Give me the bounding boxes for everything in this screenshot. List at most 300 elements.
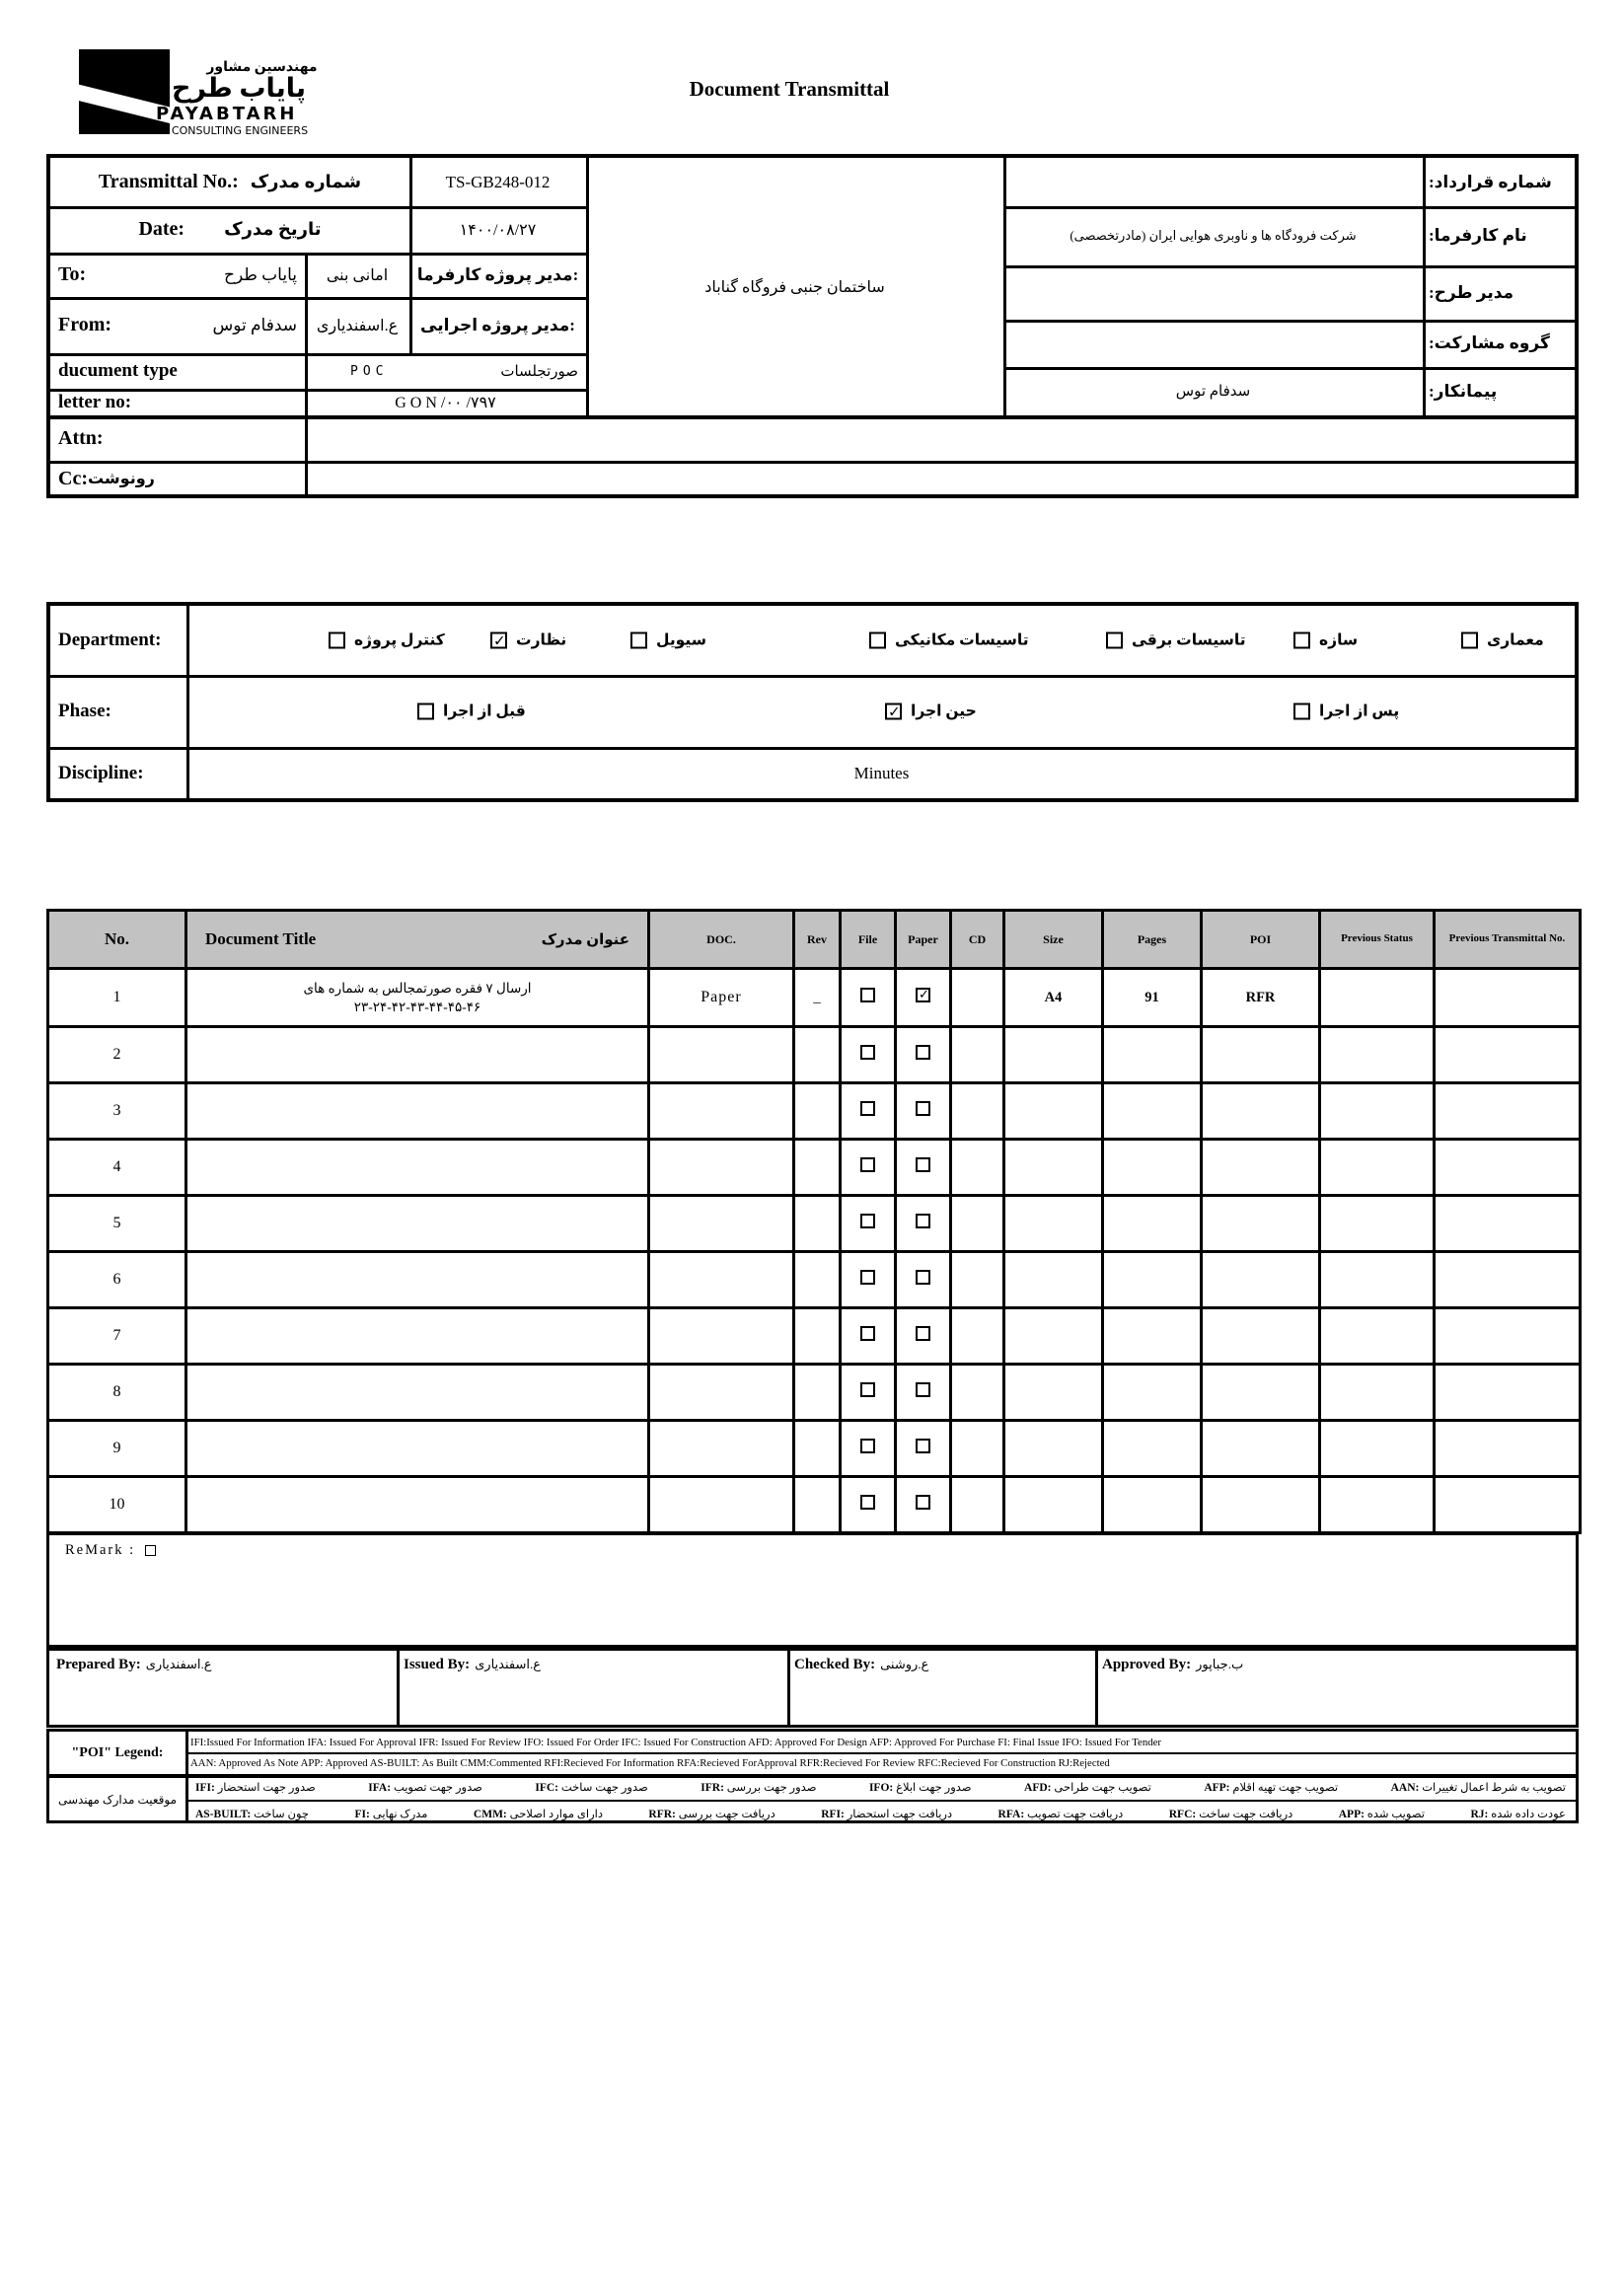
- cc-label: [50, 461, 346, 496]
- discipline-value: Minutes: [853, 764, 910, 782]
- legend-item: [474, 1807, 603, 1820]
- legend-abbr: IFO:: [868, 1782, 897, 1794]
- cell-prev-status: [1320, 1196, 1435, 1252]
- legend-item: [1024, 1780, 1151, 1794]
- department-option: [1106, 631, 1246, 650]
- doc-title-line2: ۲۳-۲۴-۴۲-۴۳-۴۴-۴۵-۴۶: [353, 999, 481, 1014]
- cell-prev-transmittal: [1435, 1477, 1581, 1533]
- cell-prev-status: [1320, 1083, 1435, 1140]
- divider-line: [1003, 265, 1577, 268]
- exec-pm-label: مدیر پروژه اجرایی:: [420, 315, 575, 334]
- from-label: From:: [58, 314, 112, 335]
- legend-item: [195, 1780, 316, 1794]
- doc-checkbox[interactable]: [916, 1101, 930, 1116]
- header-title: [186, 911, 649, 969]
- cell-title: [186, 1083, 649, 1140]
- cell-file: [841, 1140, 896, 1196]
- design-manager-label: مدیر طرح:: [1429, 282, 1514, 302]
- cell-pages: [1103, 1083, 1202, 1140]
- divider-line: [586, 158, 589, 415]
- doc-checkbox[interactable]: [916, 1439, 930, 1453]
- cell-paper: [896, 1140, 951, 1196]
- department-option: [1461, 631, 1544, 650]
- cell-paper: [896, 1308, 951, 1365]
- cell-prev-status: [1320, 1477, 1435, 1533]
- legend-item: [355, 1807, 428, 1820]
- divider-line: [1003, 158, 1006, 415]
- cell-paper: [896, 1196, 951, 1252]
- remark-box: [46, 1532, 1579, 1648]
- phase-checkbox-label: پس از اجرا: [1319, 703, 1400, 719]
- cell-cd: [951, 1421, 1004, 1477]
- issued-by-cell: [397, 1651, 787, 1678]
- to-label: To:: [58, 263, 87, 285]
- doc-table-row: [48, 1477, 1581, 1533]
- doc-table-row: [48, 1083, 1581, 1140]
- poi-legend-en-line1: IFI:Issued For Information IFA: Issued For Approval IFR: Issued For Review IFO: Issued For Order IFC: Issued For Construction AFD: Approved For Design AFP: Approved For Purchase FI: Final Issue IFO: Issued For Tender: [190, 1736, 1162, 1748]
- legend-item: [368, 1780, 482, 1794]
- cell-pages: [1103, 1477, 1202, 1533]
- phase-checkbox[interactable]: [1293, 703, 1310, 719]
- header-paper: Paper: [896, 911, 951, 969]
- from-row: [50, 297, 305, 353]
- legend-item: [869, 1780, 972, 1794]
- doc-table-row: [48, 1196, 1581, 1252]
- phase-option: [1293, 702, 1399, 720]
- legend-desc: صدور جهت ساخت: [560, 1782, 648, 1794]
- cell-paper: [896, 1421, 951, 1477]
- cell-poi: [1202, 1308, 1320, 1365]
- cell-rev: [794, 1140, 841, 1196]
- header-file: File: [841, 911, 896, 969]
- discipline-label: Discipline:: [58, 763, 144, 783]
- cell-prev-transmittal: [1435, 969, 1581, 1027]
- cell-paper: [896, 1252, 951, 1308]
- cell-doc: [649, 1140, 794, 1196]
- divider-line: [787, 1651, 790, 1725]
- cell-cd: [951, 1477, 1004, 1533]
- cell-file: [841, 1308, 896, 1365]
- legend-item: [1470, 1807, 1565, 1820]
- divider-line: [185, 1732, 188, 1820]
- legend-item: [195, 1807, 309, 1820]
- divider-line: [50, 353, 586, 356]
- cell-file: [841, 1477, 896, 1533]
- department-option: [630, 631, 706, 650]
- legend-abbr: IFI:: [195, 1782, 218, 1794]
- cell-prev-transmittal: [1435, 1421, 1581, 1477]
- cc-label-fa: رونوشت: [87, 471, 155, 487]
- legend-abbr: RFI:: [821, 1808, 848, 1820]
- doc-table-row: [48, 1308, 1581, 1365]
- legend-item: [1339, 1807, 1425, 1820]
- attn-value: [349, 415, 1577, 461]
- cell-title: [186, 1027, 649, 1083]
- cell-rev: _: [794, 969, 841, 1027]
- document-list-table: [46, 909, 1582, 1534]
- cell-title: [186, 969, 649, 1027]
- approved-by-label: Approved By:: [1102, 1657, 1192, 1672]
- department-option: [1293, 631, 1358, 650]
- doc-table-row: [48, 969, 1581, 1027]
- cell-poi: [1202, 1365, 1320, 1421]
- cell-size: [1004, 1083, 1103, 1140]
- cell-title: [186, 1196, 649, 1252]
- prepared-by-cell: [49, 1651, 397, 1678]
- legend-item: [1169, 1807, 1293, 1820]
- cell-paper: [896, 1477, 951, 1533]
- cell-rev: [794, 1196, 841, 1252]
- cell-title: [186, 1421, 649, 1477]
- cell-pages: [1103, 1252, 1202, 1308]
- cell-no: 5: [48, 1196, 186, 1252]
- cell-file: [841, 1083, 896, 1140]
- cell-size: [1004, 1365, 1103, 1421]
- issued-by-name: ع.اسفندیاری: [475, 1657, 541, 1671]
- issued-by-label: Issued By:: [404, 1657, 471, 1672]
- divider-line: [397, 1651, 400, 1725]
- cell-no: 8: [48, 1365, 186, 1421]
- cell-title: [186, 1308, 649, 1365]
- from-value: سدفام توس: [212, 315, 297, 334]
- cell-size: [1004, 1421, 1103, 1477]
- phase-checkbox[interactable]: [885, 703, 902, 719]
- cell-cd: [951, 969, 1004, 1027]
- legend-abbr: RFR:: [648, 1808, 679, 1820]
- cell-prev-transmittal: [1435, 1083, 1581, 1140]
- from-person: ع.اسفندیاری: [316, 317, 399, 334]
- department-checkbox-label: نظارت: [516, 631, 567, 649]
- department-checkbox[interactable]: [1106, 632, 1123, 649]
- cell-doc: [649, 1196, 794, 1252]
- department-checkbox[interactable]: [869, 632, 886, 649]
- department-checkbox-label: سیویل: [656, 631, 706, 649]
- header-rev: Rev: [794, 911, 841, 969]
- letter-no-label: letter no:: [58, 391, 132, 412]
- date-label-fa: تاریخ مدرک: [224, 219, 322, 239]
- divider-line: [1003, 320, 1577, 323]
- header-size: Size: [1004, 911, 1103, 969]
- doc-checkbox[interactable]: [860, 1382, 875, 1397]
- doc-checkbox[interactable]: [860, 1495, 875, 1510]
- legend-item: [821, 1807, 952, 1820]
- cell-no: 3: [48, 1083, 186, 1140]
- legend-abbr: IFA:: [368, 1782, 394, 1794]
- cell-rev: [794, 1083, 841, 1140]
- doc-table-row: [48, 1140, 1581, 1196]
- page-title: Document Transmittal: [689, 77, 890, 101]
- legend-abbr: AS-BUILT:: [195, 1808, 255, 1820]
- department-option: [490, 631, 566, 650]
- cell-prev-transmittal: [1435, 1365, 1581, 1421]
- to-row: [50, 253, 305, 297]
- legend-abbr: APP:: [1338, 1808, 1367, 1820]
- poi-legend-fa-label: موقعیت مدارک مهندسی: [57, 1793, 178, 1807]
- department-checkbox[interactable]: [1461, 632, 1478, 649]
- client-pm-label: مدیر پروژه کارفرما:: [416, 264, 579, 284]
- cell-prev-status: [1320, 1027, 1435, 1083]
- cell-paper: [896, 1365, 951, 1421]
- doc-checkbox[interactable]: [916, 1214, 930, 1228]
- cell-no: 9: [48, 1421, 186, 1477]
- cell-no: 10: [48, 1477, 186, 1533]
- cell-title: [186, 1252, 649, 1308]
- divider-line: [50, 747, 1577, 750]
- poi-legend-fa-line2: [185, 1800, 1576, 1826]
- legend-abbr: IFR:: [701, 1782, 727, 1794]
- department-checkbox[interactable]: [490, 632, 507, 649]
- legend-abbr: RJ:: [1470, 1808, 1492, 1820]
- cell-title: [186, 1477, 649, 1533]
- department-checkbox-label: تاسیسات برقی: [1132, 631, 1246, 649]
- doc-checkbox[interactable]: [916, 1382, 930, 1397]
- legend-desc: دریافت جهت ساخت: [1199, 1808, 1293, 1820]
- divider-line: [1003, 206, 1577, 209]
- remark-checkbox[interactable]: [145, 1545, 156, 1556]
- header-title-en: Document Title: [205, 929, 317, 948]
- letter-no-value: G O N /۰۰ /۷۹۷: [395, 394, 496, 411]
- cell-no: 7: [48, 1308, 186, 1365]
- to-value: پایاب طرح: [224, 264, 297, 284]
- department-label: Department:: [58, 630, 162, 650]
- legend-item: [701, 1780, 816, 1794]
- cell-title: [186, 1365, 649, 1421]
- cell-doc: [649, 1308, 794, 1365]
- doc-checkbox[interactable]: [916, 1326, 930, 1341]
- legend-abbr: AAN:: [1390, 1782, 1423, 1794]
- divider-line: [1423, 158, 1426, 415]
- cell-size: [1004, 1477, 1103, 1533]
- cell-poi: [1202, 1421, 1320, 1477]
- logo-fa-tagline: مهندسین مشاور: [206, 60, 318, 75]
- poi-legend-label: "POI" Legend:: [71, 1744, 164, 1760]
- cell-cd: [951, 1027, 1004, 1083]
- cell-prev-status: [1320, 1308, 1435, 1365]
- legend-item: [998, 1807, 1124, 1820]
- cell-file: [841, 1196, 896, 1252]
- cell-poi: [1202, 1477, 1320, 1533]
- cell-doc: [649, 1477, 794, 1533]
- contract-no-label: شماره قرارداد:: [1429, 172, 1552, 191]
- prepared-by-name: ع.اسفندیاری: [145, 1657, 212, 1671]
- divider-line: [50, 415, 1577, 419]
- department-checkbox-label: معماری: [1487, 631, 1544, 649]
- cell-pages: [1103, 1027, 1202, 1083]
- department-checkbox-label: تاسیسات مکانیکی: [895, 631, 1029, 649]
- checked-by-cell: [787, 1651, 1095, 1678]
- divider-line: [1095, 1651, 1098, 1725]
- transmittal-no-label: [50, 158, 409, 206]
- cell-prev-transmittal: [1435, 1027, 1581, 1083]
- cell-rev: [794, 1027, 841, 1083]
- cell-pages: [1103, 1365, 1202, 1421]
- date-value: ۱۴۰۰/۰۸/۲۷: [459, 221, 537, 239]
- legend-abbr: RFA:: [997, 1808, 1028, 1820]
- cell-paper: [896, 1027, 951, 1083]
- transmittal-no-label-en: Transmittal No.:: [98, 171, 239, 192]
- header-title-fa: عنوان مدرک: [541, 931, 629, 948]
- legend-desc: دریافت جهت تصویب: [1027, 1808, 1124, 1820]
- cell-poi: [1202, 1027, 1320, 1083]
- checked-by-label: Checked By:: [794, 1657, 876, 1672]
- doc-table-header-row: [48, 911, 1581, 969]
- doc-table-row: [48, 1252, 1581, 1308]
- transmittal-no-label-fa: شماره مدرک: [250, 172, 362, 191]
- cell-size: [1004, 1252, 1103, 1308]
- cell-size: [1004, 1140, 1103, 1196]
- cell-rev: [794, 1365, 841, 1421]
- doc-checkbox[interactable]: [916, 1157, 930, 1172]
- cell-size: [1004, 1027, 1103, 1083]
- cell-title: [186, 1140, 649, 1196]
- header-poi: POI: [1202, 911, 1320, 969]
- legend-item: [1204, 1780, 1338, 1794]
- doc-table-row: [48, 1421, 1581, 1477]
- attn-label: Attn:: [58, 426, 104, 449]
- legend-desc: تصویب جهت تهیه اقلام: [1232, 1782, 1339, 1794]
- cell-file: [841, 1252, 896, 1308]
- logo-en-tagline: CONSULTING ENGINEERS: [171, 124, 309, 137]
- department-checkbox-label: کنترل پروژه: [354, 631, 445, 649]
- date-label-en: Date:: [138, 218, 185, 240]
- logo-fa-name: پایاب طرح: [171, 73, 307, 103]
- legend-desc: دریافت جهت استحضار: [847, 1808, 953, 1820]
- cell-rev: [794, 1421, 841, 1477]
- divider-line: [185, 1800, 1576, 1802]
- doc-checkbox[interactable]: [916, 988, 930, 1002]
- phase-option: [885, 702, 977, 720]
- phase-checkbox-label: حین اجرا: [911, 703, 977, 719]
- doc-table-row: [48, 1027, 1581, 1083]
- prepared-by-label: Prepared By:: [56, 1657, 141, 1672]
- department-checkbox[interactable]: [329, 632, 345, 649]
- doc-checkbox[interactable]: [916, 1045, 930, 1060]
- legend-desc: عودت داده شده: [1491, 1808, 1566, 1820]
- logo-en-name: PAYABTARH: [156, 104, 298, 124]
- legend-desc: تصویب شده: [1366, 1808, 1425, 1820]
- project-name: ساختمان جنبی فروگاه گناباد: [704, 278, 885, 296]
- department-checkbox[interactable]: [1293, 632, 1310, 649]
- cell-cd: [951, 1140, 1004, 1196]
- cell-cd: [951, 1308, 1004, 1365]
- legend-desc: مدرک نهایی: [372, 1808, 428, 1820]
- checked-by-name: ع.روشنی: [880, 1657, 929, 1671]
- cell-prev-status: [1320, 969, 1435, 1027]
- legend-desc: صدور جهت تصویب: [393, 1782, 482, 1794]
- date-label: [50, 206, 409, 253]
- cell-doc: Paper: [649, 969, 794, 1027]
- cell-size: [1004, 1308, 1103, 1365]
- doc-checkbox[interactable]: [860, 988, 875, 1002]
- cell-poi: RFR: [1202, 969, 1320, 1027]
- legend-abbr: FI:: [354, 1808, 373, 1820]
- department-option: [869, 631, 1029, 650]
- cell-prev-status: [1320, 1421, 1435, 1477]
- doc-checkbox[interactable]: [860, 1045, 875, 1060]
- remark-label: ReMark :: [65, 1542, 136, 1558]
- transmittal-no-value: TS-GB248-012: [445, 172, 551, 191]
- divider-line: [1003, 367, 1577, 370]
- contractor-value: سدفام توس: [1175, 384, 1251, 400]
- cell-prev-status: [1320, 1140, 1435, 1196]
- approved-by-name: ب.جباپور: [1196, 1657, 1244, 1671]
- divider-line: [50, 297, 586, 300]
- divider-line: [50, 389, 586, 392]
- doc-checkbox[interactable]: [916, 1270, 930, 1285]
- divider-line: [185, 1752, 1576, 1754]
- doc-checkbox[interactable]: [860, 1439, 875, 1453]
- client-value: شرکت فرودگاه ها و ناوبری هوایی ایران (مادرتخصصی): [1070, 228, 1357, 243]
- cell-poi: [1202, 1252, 1320, 1308]
- divider-line: [50, 206, 586, 209]
- poi-legend-table: [46, 1729, 1579, 1823]
- cell-file: [841, 1421, 896, 1477]
- header-prev-transmittal: Previous Transmittal No.: [1435, 911, 1581, 969]
- doc-checkbox[interactable]: [860, 1326, 875, 1341]
- cell-doc: [649, 1083, 794, 1140]
- phase-label: Phase:: [58, 700, 111, 721]
- approved-by-cell: [1095, 1651, 1576, 1678]
- doc-table-body: [48, 969, 1581, 1533]
- cell-cd: [951, 1365, 1004, 1421]
- cc-label-en: Cc:: [58, 467, 88, 489]
- cell-paper: [896, 1083, 951, 1140]
- header-doc: DOC.: [649, 911, 794, 969]
- cell-doc: [649, 1252, 794, 1308]
- legend-desc: دریافت جهت بررسی: [678, 1808, 775, 1820]
- cell-size: A4: [1004, 969, 1103, 1027]
- doc-checkbox[interactable]: [860, 1214, 875, 1228]
- cell-rev: [794, 1252, 841, 1308]
- divider-line: [49, 1774, 1576, 1778]
- legend-item: [535, 1780, 647, 1794]
- doc-checkbox[interactable]: [860, 1157, 875, 1172]
- legend-abbr: CMM:: [473, 1808, 510, 1820]
- legend-abbr: AFD:: [1024, 1782, 1055, 1794]
- phase-checkbox[interactable]: [417, 703, 434, 719]
- doc-checkbox[interactable]: [860, 1101, 875, 1116]
- header-no: No.: [48, 911, 186, 969]
- phase-checkbox-label: قبل از اجرا: [443, 703, 526, 719]
- cell-file: [841, 1027, 896, 1083]
- legend-item: [648, 1807, 775, 1820]
- cell-poi: [1202, 1083, 1320, 1140]
- cc-value: [349, 461, 1577, 496]
- to-person: امانی بنی: [326, 266, 389, 284]
- cell-poi: [1202, 1196, 1320, 1252]
- legend-abbr: IFC:: [535, 1782, 561, 1794]
- cell-poi: [1202, 1140, 1320, 1196]
- legend-desc: تصویب جهت طراحی: [1054, 1782, 1151, 1794]
- phase-row: [50, 675, 1577, 747]
- classification-table: [46, 602, 1579, 802]
- doc-checkbox[interactable]: [916, 1495, 930, 1510]
- department-checkbox[interactable]: [630, 632, 647, 649]
- doc-checkbox[interactable]: [860, 1270, 875, 1285]
- cell-cd: [951, 1252, 1004, 1308]
- document-type-code: POC: [350, 363, 389, 379]
- cell-cd: [951, 1083, 1004, 1140]
- cell-pages: [1103, 1421, 1202, 1477]
- cell-pages: [1103, 1308, 1202, 1365]
- cell-prev-transmittal: [1435, 1196, 1581, 1252]
- cell-prev-status: [1320, 1365, 1435, 1421]
- poi-legend-en-line2: AAN: Approved As Note APP: Approved AS-BUILT: As Built CMM:Commented RFI:Recieved For Information RFA:Recieved ForApproval RFR:Recieved For Review RFC:Recieved For Construction RJ:Rejected: [190, 1757, 1110, 1769]
- legend-desc: دارای موارد اصلاحی: [509, 1808, 603, 1820]
- cell-rev: [794, 1477, 841, 1533]
- document-type-value: [305, 353, 586, 389]
- transmittal-info-table: [46, 154, 1579, 498]
